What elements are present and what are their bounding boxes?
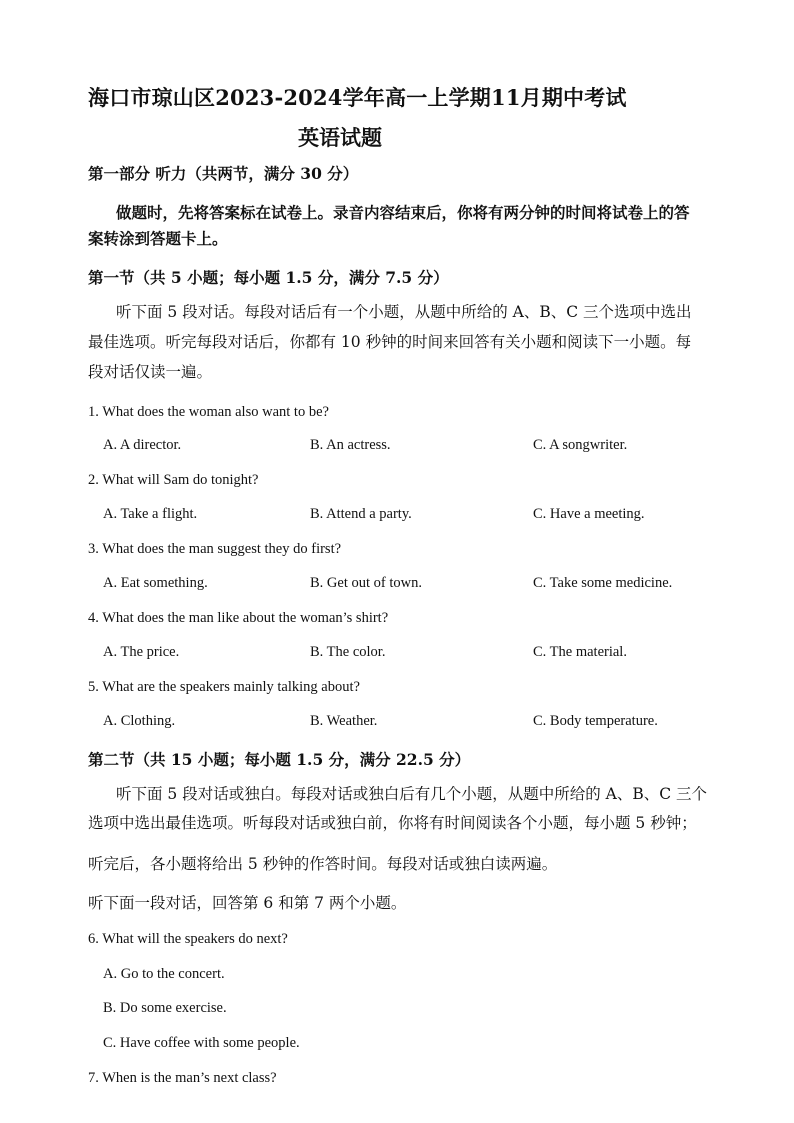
q1-option-a: A. A director. (103, 437, 182, 453)
page-title: 海口市琼山区2023-2024学年高一上学期11月期中考试 (88, 85, 627, 110)
q6-option-b: B. Do some exercise. (103, 1000, 227, 1016)
q2-option-a: A. Take a flight. (103, 506, 198, 522)
q5-option-c: C. Body temperature. (533, 713, 658, 729)
q2-option-b: B. Attend a party. (310, 506, 412, 522)
section2-heading: 第二节（共 15 小题；每小题 1.5 分，满分 22.5 分） (88, 750, 471, 769)
q5-option-b: B. Weather. (310, 713, 378, 729)
section2-intro-line3: 听完后，各小题将给出 5 秒钟的作答时间。每段对话或独白读两遍。 (88, 855, 558, 873)
question-2: 2. What will Sam do tonight? (88, 472, 259, 488)
section1-heading: 第一节（共 5 小题；每小题 1.5 分，满分 7.5 分） (88, 268, 449, 287)
question-1: 1. What does the woman also want to be? (88, 404, 329, 420)
q4-option-a: A. The price. (103, 644, 180, 660)
q3-option-a: A. Eat something. (103, 575, 208, 591)
q5-option-a: A. Clothing. (103, 713, 176, 729)
q1-option-c: C. A songwriter. (533, 437, 628, 453)
q4-option-b: B. The color. (310, 644, 386, 660)
question-3: 3. What does the man suggest they do first? (88, 541, 342, 557)
question-6: 6. What will the speakers do next? (88, 931, 288, 947)
section2-intro-line1: 听下面 5 段对话或独白。每段对话或独白后有几个小题，从题中所给的 A、B、C 三个 (116, 785, 708, 803)
question-5: 5. What are the speakers mainly talking about? (88, 679, 360, 695)
part1-instruction-line1: 做题时，先将答案标在试卷上。录音内容结束后，你将有两分钟的时间将试卷上的答 (116, 203, 690, 222)
question-4: 4. What does the man like about the woman’s shirt? (88, 610, 389, 626)
q6-option-a: A. Go to the concert. (103, 966, 225, 982)
section1-intro-line2: 最佳选项。听完每段对话后，你都有 10 秒钟的时间来回答有关小题和阅读下一小题。每 (88, 333, 692, 351)
q3-option-b: B. Get out of town. (310, 575, 422, 591)
q2-option-c: C. Have a meeting. (533, 506, 645, 522)
q4-option-c: C. The material. (533, 644, 627, 660)
section2-intro-line2: 选项中选出最佳选项。听每段对话或独白前，你将有时间阅读各个小题，每小题 5 秒钟； (88, 814, 697, 832)
q3-option-c: C. Take some medicine. (533, 575, 673, 591)
section1-intro-line3: 段对话仅读一遍。 (88, 363, 213, 381)
q1-option-b: B. An actress. (310, 437, 391, 453)
page-subtitle: 英语试题 (298, 125, 382, 150)
question-7: 7. When is the man’s next class? (88, 1070, 277, 1086)
q6-option-c: C. Have coffee with some people. (103, 1035, 300, 1051)
part1-heading: 第一部分 听力（共两节，满分 30 分） (88, 164, 359, 183)
dialog-note: 听下面一段对话，回答第 6 和第 7 两个小题。 (88, 894, 407, 912)
section1-intro-line1: 听下面 5 段对话。每段对话后有一个小题，从题中所给的 A、B、C 三个选项中选出 (116, 303, 692, 321)
part1-instruction-line2: 案转涂到答题卡上。 (88, 229, 228, 248)
